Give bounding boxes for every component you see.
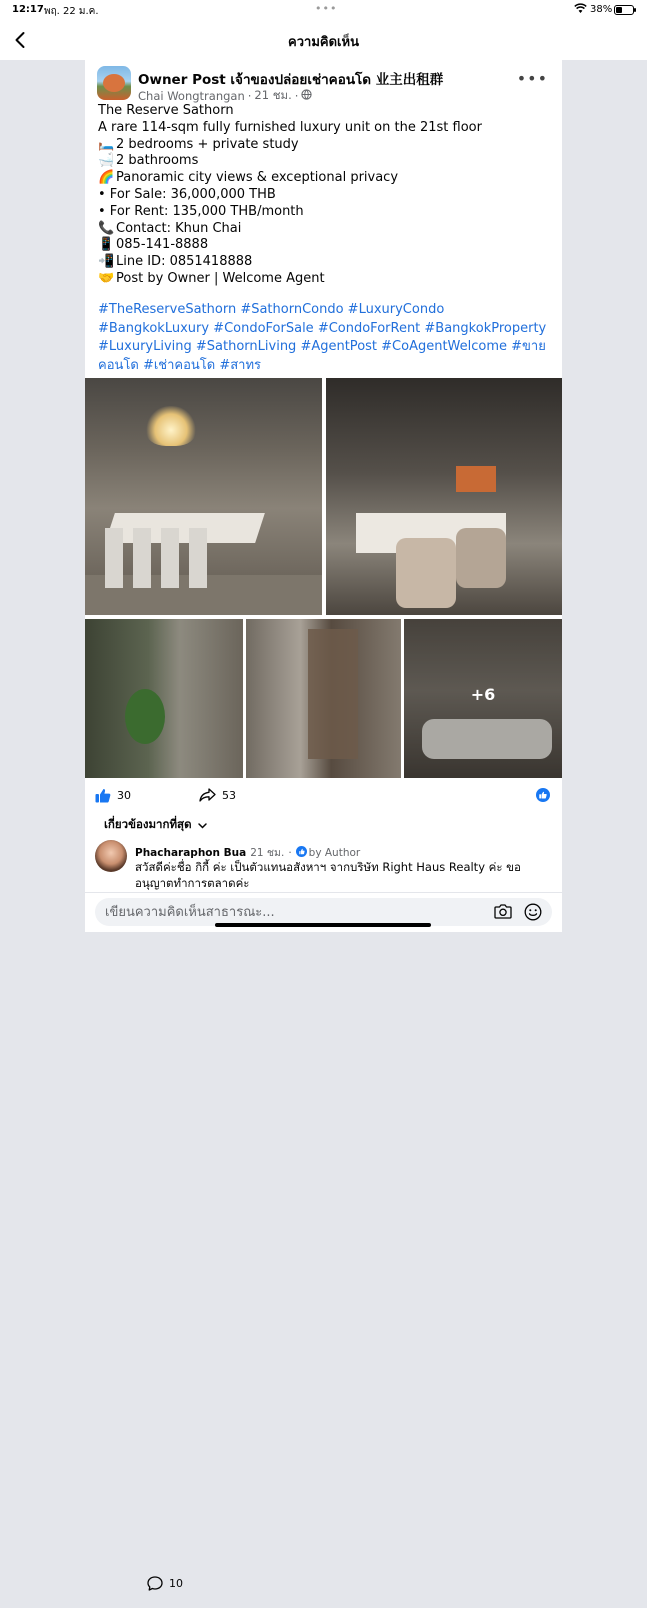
thumbs-up-icon — [95, 788, 111, 803]
comment-count: 10 — [169, 1576, 183, 1590]
line-text: • For Sale: 36,000,000 THB — [98, 186, 276, 202]
line-emoji-icon: 📲 — [98, 254, 115, 270]
line-text: A rare 114-sqm fully furnished luxury unit on the 21st floor — [98, 119, 482, 135]
emoji-icon[interactable] — [524, 903, 542, 925]
battery-icon — [614, 5, 634, 15]
multitasking-dots-icon[interactable]: ••• — [315, 2, 338, 15]
status-time: 12:17 — [12, 4, 44, 15]
line-text: Panoramic city views & exceptional privacy — [116, 170, 399, 186]
home-indicator[interactable] — [215, 923, 431, 927]
like-badge-icon[interactable] — [536, 788, 550, 802]
meta-separator: · — [294, 89, 299, 103]
post-line — [98, 204, 553, 221]
line-text: Contact: Khun Chai — [116, 220, 242, 236]
meta-separator: · — [247, 89, 252, 103]
post-line — [98, 254, 553, 271]
post-time[interactable]: 21 ชม. — [254, 88, 292, 102]
line-emoji-icon: 📞 — [98, 220, 115, 236]
line-emoji-icon: 📱 — [98, 237, 115, 253]
plant-art — [125, 689, 165, 744]
line-emoji-icon: 🤝 — [98, 270, 115, 286]
line-text: Post by Owner | Welcome Agent — [116, 270, 325, 286]
comment-composer — [95, 898, 552, 926]
post-line — [98, 153, 553, 170]
comment-text: สวัสดีค่ะชื่อ กิกี้ ค่ะ เป็นตัวแทนอสังหาฯ จากบริษัท Right Haus Realty ค่ะ ขออนุญาตทำการตลาดค่ะ — [135, 860, 521, 890]
post-card — [85, 60, 562, 1590]
comment-time[interactable]: 21 ชม. — [250, 847, 285, 859]
line-text: 085-141-8888 — [116, 237, 209, 253]
more-icon[interactable]: ••• — [516, 69, 548, 88]
commenter-name-link[interactable]: Phacharaphon Bua — [135, 846, 247, 859]
post-header — [97, 66, 552, 106]
photo-living-room[interactable] — [404, 619, 562, 778]
photo-grid — [85, 378, 562, 778]
group-avatar-art — [103, 74, 125, 92]
like-count: 30 — [117, 789, 131, 802]
sort-label: เกี่ยวข้องมากที่สุด — [104, 817, 192, 831]
camera-icon[interactable] — [494, 903, 512, 923]
tv-art — [456, 466, 496, 492]
photo-hallway[interactable] — [246, 619, 401, 778]
post-body-text — [98, 103, 553, 288]
line-emoji-icon: 🌈 — [98, 170, 115, 186]
line-text: The Reserve Sathorn — [98, 103, 234, 118]
more-photos-count: +6 — [470, 685, 496, 704]
comment-icon — [147, 1576, 163, 1591]
comment-sort-dropdown[interactable] — [104, 816, 207, 834]
post-line — [98, 271, 553, 288]
share-icon — [199, 788, 216, 802]
comment-input[interactable] — [105, 901, 485, 923]
line-emoji-icon: 🛏️ — [98, 136, 115, 152]
globe-icon — [301, 89, 312, 103]
wifi-icon — [574, 3, 587, 17]
comment-button[interactable] — [147, 1558, 607, 1608]
status-date: พฤ. 22 ม.ค. — [44, 6, 99, 17]
top-nav-bar — [0, 20, 647, 60]
post-line — [98, 237, 553, 254]
photo-kitchen[interactable] — [326, 378, 562, 615]
meta-separator: · — [288, 846, 292, 859]
group-avatar[interactable] — [97, 66, 131, 100]
line-text: 2 bathrooms — [116, 153, 199, 169]
author-name-link[interactable]: Chai Wongtrangan — [138, 89, 245, 103]
photo-entrance[interactable] — [85, 619, 243, 778]
chairs-art — [105, 528, 215, 588]
photo-dining-room[interactable] — [85, 378, 322, 615]
line-text: Line ID: 0851418888 — [116, 254, 253, 270]
page-title: ความคิดเห็น — [288, 35, 359, 50]
battery-percent: 38% — [590, 4, 613, 15]
stool-art — [396, 538, 456, 608]
chevron-down-icon — [198, 818, 207, 832]
by-author-label: by Author — [308, 846, 361, 859]
battery-level — [616, 7, 622, 13]
like-badge-icon — [296, 846, 307, 860]
line-text: • For Rent: 135,000 THB/month — [98, 203, 304, 219]
post-line — [98, 170, 553, 187]
like-button[interactable] — [95, 788, 131, 803]
share-count: 53 — [222, 788, 236, 802]
commenter-avatar[interactable] — [95, 840, 127, 872]
post-line — [98, 137, 553, 154]
line-text: 2 bedrooms + private study — [116, 136, 299, 152]
line-emoji-icon: 🛁 — [98, 153, 115, 169]
group-name-link[interactable]: Owner Post เจ้าของปล่อยเช่าคอนโด 业主出租群 — [138, 72, 444, 88]
author-liked-badge — [296, 846, 361, 860]
status-bar — [0, 0, 647, 20]
share-button[interactable] — [199, 788, 236, 802]
post-line — [98, 120, 553, 137]
chandelier-art — [145, 406, 197, 446]
comment-item — [95, 840, 555, 890]
post-line — [98, 187, 553, 204]
comment-header — [135, 844, 360, 861]
post-line — [98, 103, 553, 120]
door-art — [308, 629, 358, 759]
post-line — [98, 221, 553, 238]
post-hashtags[interactable]: #TheReserveSathorn #SathornCondo #LuxuryCondo #BangkokLuxury #CondoForSale #CondoForRent #BangkokProperty #LuxuryLiving #SathornLiving #AgentPost #CoAgentWelcome #ขายคอนโด #เช่าคอนโด #สาทร — [98, 302, 547, 373]
stool-art — [456, 528, 506, 588]
